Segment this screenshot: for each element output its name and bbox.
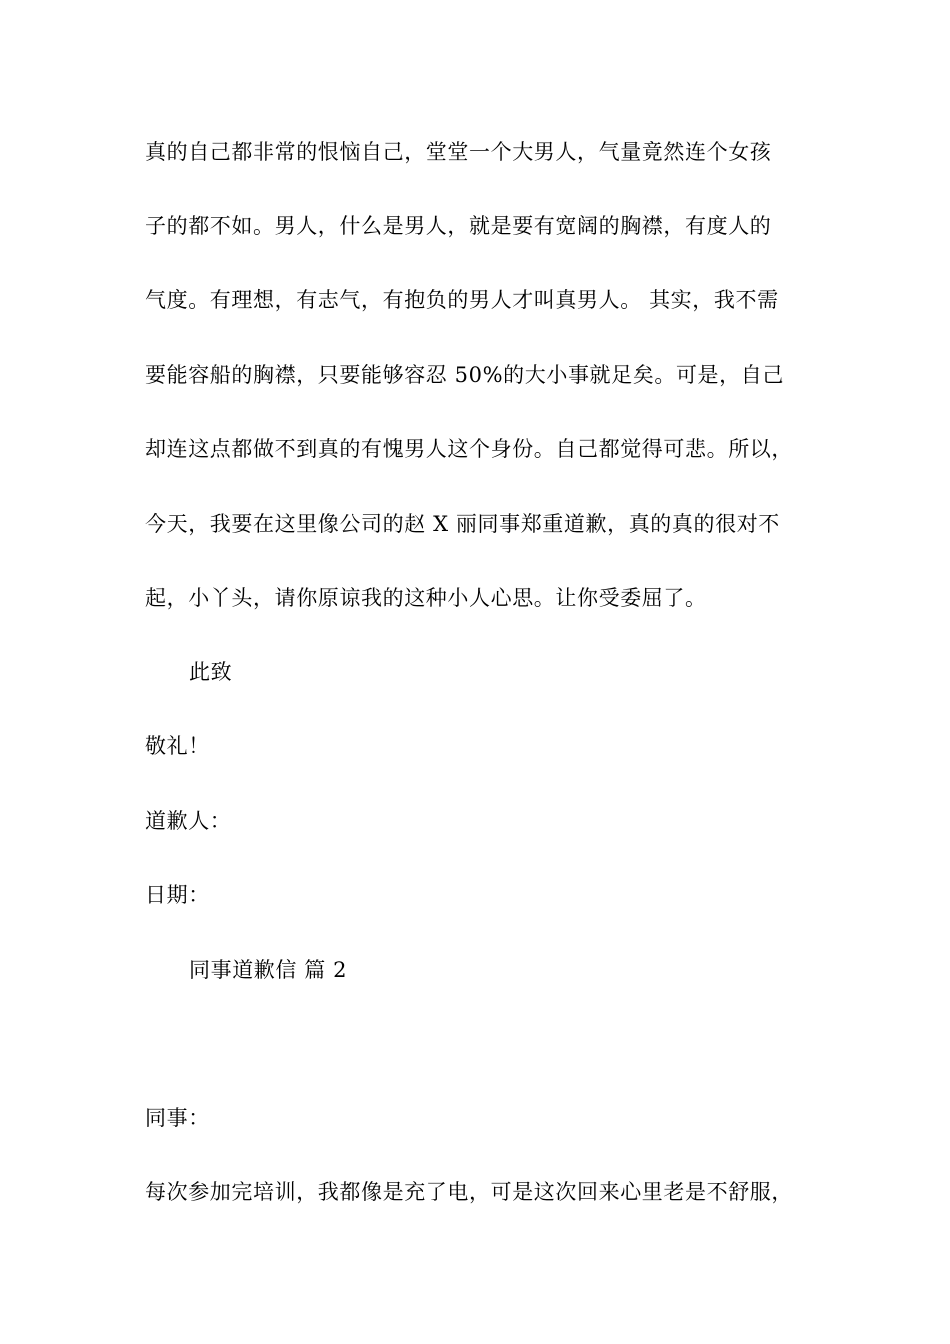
paragraph-line: 要能容船的胸襟，只要能够容忍 50%的大小事就足矣。可是，自己 — [145, 363, 784, 387]
paragraph-line: 真的自己都非常的恨恼自己，堂堂一个大男人，气量竟然连个女孩 — [145, 140, 772, 164]
paragraph-line: 却连这点都做不到真的有愧男人这个身份。自己都觉得可悲。所以， — [145, 437, 793, 461]
paragraph-line: 气度。有理想，有志气，有抱负的男人才叫真男人。 其实，我不需 — [145, 288, 779, 312]
salute: 敬礼！ — [145, 734, 210, 758]
section-title: 同事道歉信 篇 2 — [189, 958, 348, 982]
closing-phrase: 此致 — [189, 660, 233, 684]
paragraph-line: 每次参加完培训，我都像是充了电，可是这次回来心里老是不舒服， — [145, 1180, 793, 1204]
paragraph-line: 起，小丫头，请你原谅我的这种小人心思。让你受委屈了。 — [145, 586, 707, 610]
date-label: 日期： — [145, 883, 210, 907]
paragraph-line: 子的都不如。男人，什么是男人，就是要有宽阔的胸襟，有度人的 — [145, 214, 772, 238]
greeting: 同事： — [145, 1106, 210, 1130]
signer-label: 道歉人： — [145, 809, 232, 833]
paragraph-line: 今天，我要在这里像公司的赵 X 丽同事郑重道歉，真的真的很对不 — [145, 512, 780, 536]
